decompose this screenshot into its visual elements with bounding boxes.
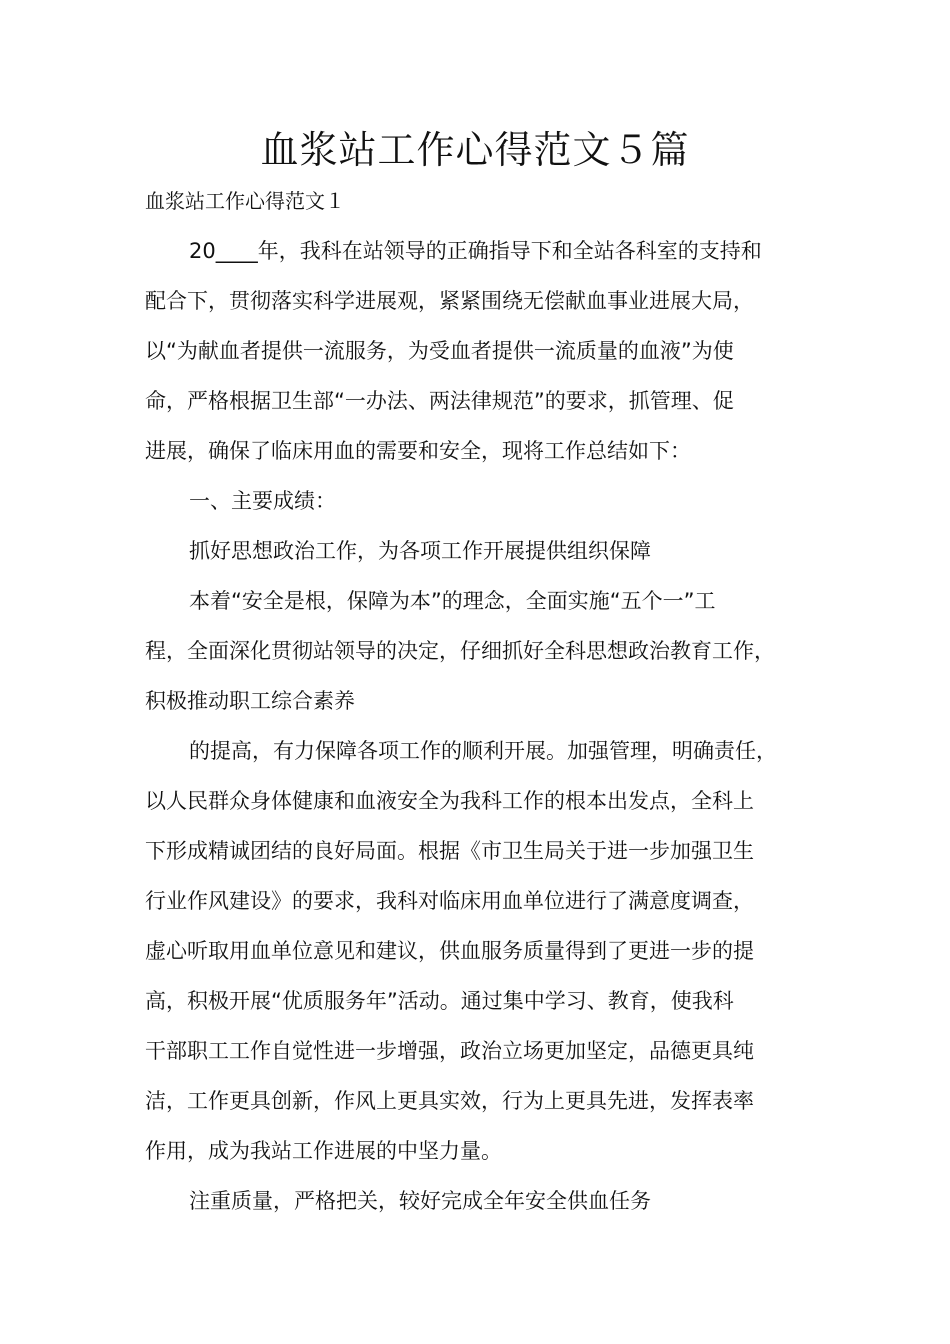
paragraph-line: 积极推动职工综合素养	[145, 689, 355, 713]
paragraph-line: 配合下，贯彻落实科学进展观，紧紧围绕无偿献血事业进展大局，	[145, 289, 754, 313]
paragraph-line: 作用，成为我站工作进展的中坚力量。	[145, 1139, 502, 1163]
paragraph-line: 虚心听取用血单位意见和建议，供血服务质量得到了更进一步的提	[145, 939, 754, 963]
paragraph-line: 的提高，有力保障各项工作的顺利开展。加强管理，明确责任，	[189, 739, 777, 763]
document-body	[145, 226, 807, 1226]
document-subtitle: 血浆站工作心得范文１	[145, 189, 345, 213]
paragraph-line: 以人民群众身体健康和血液安全为我科工作的根本出发点，全科上	[145, 789, 754, 813]
paragraph-line: 以“为献血者提供一流服务，为受血者提供一流质量的血液”为使	[145, 339, 734, 363]
paragraph-line: 进展，确保了临床用血的需要和安全，现将工作总结如下：	[145, 439, 691, 463]
paragraph-line: 程，全面深化贯彻站领导的决定，仔细抓好全科思想政治教育工作，	[145, 639, 775, 663]
section-heading: 一、主要成绩：	[189, 489, 336, 513]
subsection-heading: 注重质量，严格把关，较好完成全年安全供血任务	[189, 1189, 651, 1213]
paragraph-line: 高，积极开展“优质服务年”活动。通过集中学习、教育，使我科	[145, 989, 734, 1013]
paragraph-line: 行业作风建设》的要求，我科对临床用血单位进行了满意度调查，	[145, 889, 754, 913]
document-title: 血浆站工作心得范文５篇	[260, 128, 690, 172]
paragraph-line: 洁，工作更具创新，作风上更具实效，行为上更具先进，发挥表率	[145, 1089, 754, 1113]
paragraph-line: 命，严格根据卫生部“一办法、两法律规范”的要求，抓管理、促	[145, 389, 734, 413]
paragraph-line: 本着“安全是根，保障为本”的理念，全面实施“五个一”工	[189, 589, 716, 613]
subsection-heading: 抓好思想政治工作，为各项工作开展提供组织保障	[189, 539, 651, 563]
paragraph-line: 下形成精诚团结的良好局面。根据《市卫生局关于进一步加强卫生	[145, 839, 754, 863]
paragraph-line: 20____年，我科在站领导的正确指导下和全站各科室的支持和	[189, 239, 762, 263]
paragraph-line: 干部职工工作自觉性进一步增强，政治立场更加坚定，品德更具纯	[145, 1039, 754, 1063]
